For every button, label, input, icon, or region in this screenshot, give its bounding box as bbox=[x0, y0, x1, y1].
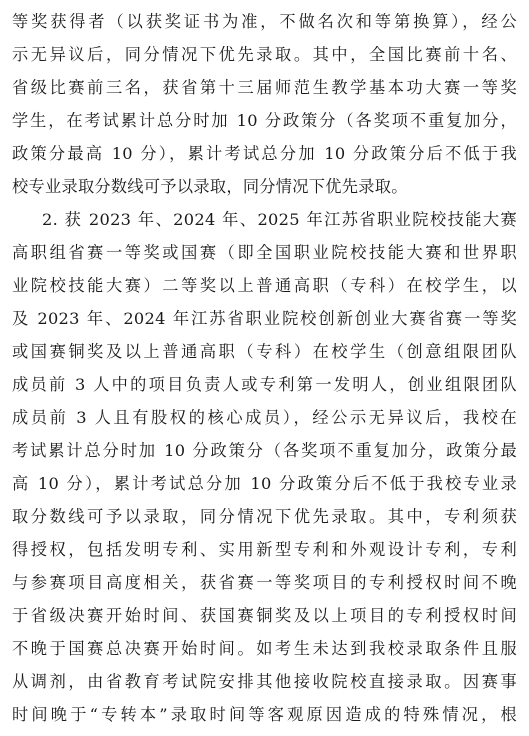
text-line: 及 2023 年、2024 年江苏省职业院校创新创业大赛省赛一等奖 bbox=[12, 309, 517, 328]
text-line: 取分数线可予以录取，同分情况下优先录取。其中，专利须获 bbox=[12, 507, 517, 526]
paragraph-2 bbox=[12, 203, 517, 731]
text-line: 成员前 3 人且有股权的核心成员），经公示无异议后，我校在 bbox=[12, 408, 517, 427]
text-line: 与参赛项目高度相关，获省赛一等奖项目的专利授权时间不晚 bbox=[12, 573, 517, 592]
text-line: 得授权，包括发明专利、实用新型专利和外观设计专利，专利 bbox=[12, 540, 517, 559]
paragraph-1 bbox=[12, 5, 517, 203]
text-line: 高职组省赛一等奖或国赛（即全国职业院校技能大赛和世界职 bbox=[12, 243, 517, 262]
text-line: 校专业录取分数线可予以录取，同分情况下优先录取。 bbox=[12, 177, 408, 196]
text-line: 时间晚于“专转本”录取时间等客观原因造成的特殊情况，根 bbox=[12, 705, 517, 724]
text-line: 从调剂，由省教育考试院安排其他接收院校直接录取。因赛事 bbox=[12, 672, 517, 691]
text-line: 成员前 3 人中的项目负责人或专利第一发明人，创业组限团队 bbox=[12, 375, 517, 394]
text-line: 于省级决赛开始时间、获国赛铜奖及以上项目的专利授权时间 bbox=[12, 606, 517, 625]
text-line: 等奖获得者（以获奖证书为准，不做名次和等第换算），经公 bbox=[12, 12, 517, 31]
text-line: 学生，在考试累计总分时加 10 分政策分（各奖项不重复加分， bbox=[12, 111, 517, 130]
text-line: 业院校技能大赛）二等奖以上普通高职（专科）在校学生，以 bbox=[12, 276, 517, 295]
text-line: 示无异议后，同分情况下优先录取。其中，全国比赛前十名、 bbox=[12, 45, 517, 64]
text-line: 或国赛铜奖及以上普通高职（专科）在校学生（创意组限团队 bbox=[12, 342, 517, 361]
text-line: 政策分最高 10 分），累计考试总分加 10 分政策分后不低于我 bbox=[12, 144, 517, 163]
text-line: 不晚于国赛总决赛开始时间。如考生未达到我校录取条件且服 bbox=[12, 639, 517, 658]
text-line: 省级比赛前三名，获省第十三届师范生教学基本功大赛一等奖 bbox=[12, 78, 517, 97]
text-line: 2. 获 2023 年、2024 年、2025 年江苏省职业院校技能大赛 bbox=[42, 210, 517, 229]
text-line: 高 10 分），累计考试总分加 10 分政策分后不低于我校专业录 bbox=[12, 474, 517, 493]
text-line: 考试累计总分时加 10 分政策分（各奖项不重复加分，政策分最 bbox=[12, 441, 517, 460]
